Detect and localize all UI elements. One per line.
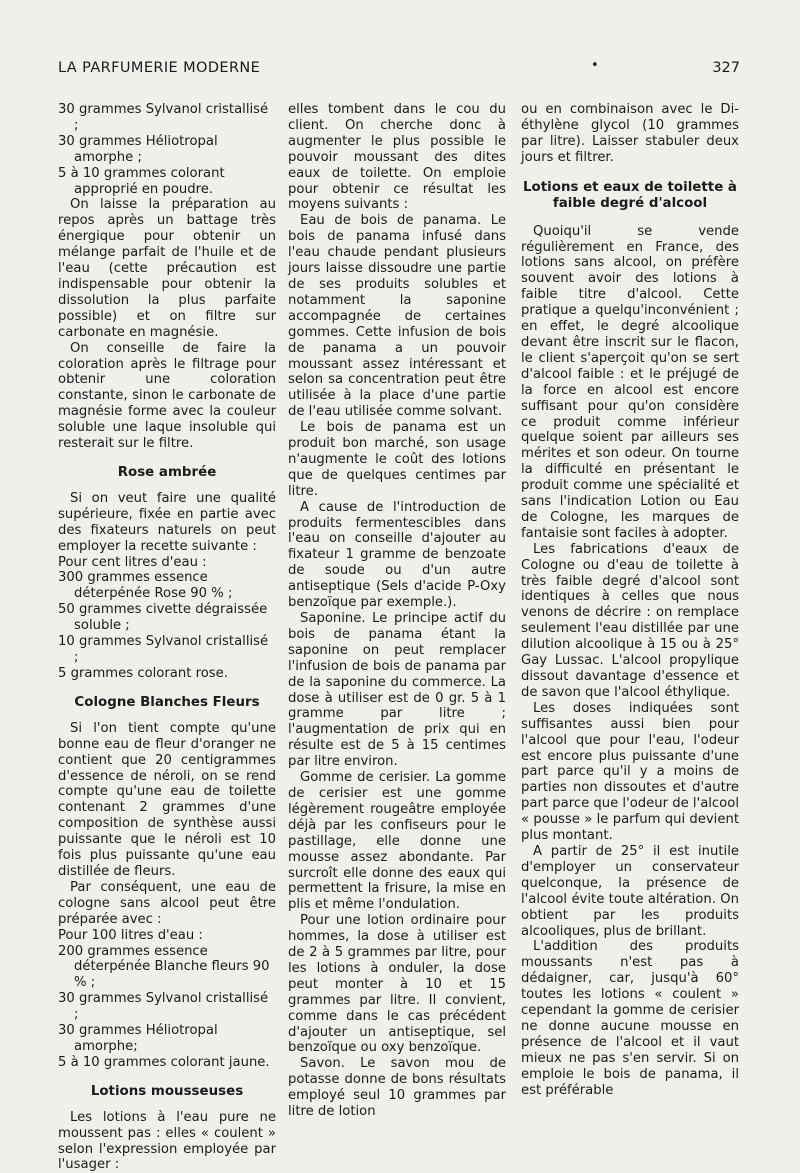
journal-title: LA PARFUMERIE MODERNE [58, 60, 261, 76]
paragraph: Savon. Le savon mou de potasse donne de bons résultats employé seul 10 grammes par litre de lotion [288, 1056, 506, 1120]
paragraph: Pour une lotion ordinaire pour hommes, la dose à utiliser est de 2 à 5 grammes par litre, pour les lotions à onduler, la dose peut monter à 10 et 15 grammes par litre. Il convient, comme dans le cas précédent d'ajouter un antiseptique, sel benzoïque ou oxy benzoïque. [288, 913, 506, 1056]
paragraph: Les lotions à l'eau pure ne moussent pas : elles « coulent » selon l'expression employée par l'usager : [58, 1109, 276, 1173]
paragraph: L'addition des produits moussants n'est pas à dédaigner, car, jusqu'à 60° toutes les lotions « coulent » cependant la gomme de cerisier ne donne aucune mousse en présence de l'alcool et il vaut mieux ne pas s'en servir. Si on emploie le bois de panama, il est préférable [521, 939, 739, 1098]
paragraph: elles tombent dans le cou du client. On cherche donc à augmenter le plus possible le pouvoir moussant des dites eaux de toilette. On emploie pour obtenir ce résultat les moyens suivants : [288, 102, 506, 213]
list-item: 10 grammes Sylvanol cristallisé ; [58, 634, 269, 665]
list-item: 5 à 10 grammes colorant jaune. [58, 1054, 270, 1070]
paragraph: Saponine. Le principe actif du bois de panama étant la saponine on peut remplacer l'infusion de bois de panama par de la saponine du commerce. La dose à utiliser est de 0 gr. 5 à 1 gramme par litre ; l'augmentation de prix qui en résulte est de 5 à 15 centimes par litre environ. [288, 611, 506, 770]
list-item: Pour 100 litres d'eau : [58, 927, 203, 943]
list-item: 5 grammes colorant rose. [58, 665, 228, 681]
page-number: 327 [712, 60, 740, 76]
list-item: 200 grammes essence déterpénée Blanche fleurs 90 % ; [58, 943, 270, 991]
paragraph: Les doses indiquées sont suffisantes aussi bien pour l'alcool que pour l'eau, l'odeur est encore plus puissante d'une part parce qu'il y a moins de parties non dissoutes et d'autre part parce que l'odeur de l'alcool « pousse » le parfum qui devient plus montant. [521, 700, 739, 844]
list-item: Pour cent litres d'eau : [58, 554, 207, 570]
list-item: 30 grammes Sylvanol cristallisé ; [58, 102, 269, 133]
header-dot: • [591, 58, 599, 73]
running-header [58, 60, 740, 82]
list-item: 5 à 10 grammes colorant approprié en poudre. [58, 165, 225, 197]
list-item: 50 grammes civette dégraissée soluble ; [58, 602, 268, 634]
paragraph: Quoiqu'il se vende régulièrement en France, des lotions sans alcool, on préfère souvent avoir des lotions à faible titre d'alcool. Cette pratique a quelqu'inconvénient ; en effet, le degré alcoolique devant être inscrit sur le flacon, le client s'aperçoit qu'on se sert d'alcool faible : et le préjugé de la force en alcool est encore suffisant pour qu'on considère ce produit comme inférieur quelque soient par ailleurs ses mérites et son odeur. On tourne la difficulté en présentant le produit comme une spécialité et sans l'indication Lotion ou Eau de Cologne, les marques de fantaisie sont faciles à adopter. [521, 223, 739, 541]
paragraph: Si l'on tient compte qu'une bonne eau de fleur d'oranger ne contient que 20 centigrammes d'essence de néroli, on se rend compte qu'une eau de toilette contenant 2 grammes d'une composition de synthèse aussi puissante que le néroli est 10 fois plus puissante qu'une eau distillée de fleurs. [58, 720, 276, 879]
column-2 [288, 102, 506, 1120]
paragraph: Eau de bois de panama. Le bois de panama infusé dans l'eau chaude pendant plusieurs jours laisse dissoudre une partie de ses produits solubles et notamment la saponine accompagnée de certaines gommes. Cette infusion de bois de panama a un pouvoir moussant assez intéressant et selon sa concentration peut être utilisée à la place d'une partie de l'eau utilisée comme solvant. [288, 213, 506, 420]
paragraph: On laisse la préparation au repos après un battage très énergique pour obtenir un mélange parfait de l'huile et de l'eau (cette précaution est indispensable pour obtenir la dissolution la plus parfaite possible) et on filtre sur carbonate en magnésie. [58, 197, 276, 340]
paragraph: Gomme de cerisier. La gomme de cerisier est une gomme légèrement rougeâtre employée déjà par les confiseurs pour le pastillage, elle donne une mousse assez abondante. Par surcroît elle donne des eaux qui permettent la frisure, la mise en plis et même l'ondulation. [288, 770, 506, 913]
list-item: 300 grammes essence déterpénée Rose 90 % ; [58, 570, 233, 602]
paragraph: Si on veut faire une qualité supérieure, fixée en partie avec des fixateurs naturels on peut employer la recette suivante : [58, 490, 276, 554]
paragraph: ou en combinaison avec le Di-éthylène glycol (10 grammes par litre). Laisser stabuler deux jours et filtrer. [521, 102, 739, 165]
paragraph: Les fabrications d'eaux de Cologne ou d'eau de toilette à très faible degré d'alcool sont identiques à celles que nous venons de décrire : on remplace seulement l'eau distillée par une dilution alcoolique à 15 ou à 25° Gay Lussac. L'alcool propylique dissout davantage d'essence et de savon que l'alcool éthylique. [521, 541, 739, 700]
paragraph: Le bois de panama est un produit bon marché, son usage n'augmente le coût des lotions que de quelques centimes par litre. [288, 420, 506, 499]
section-heading-rose-ambree: Rose ambrée [117, 464, 217, 480]
column-3 [521, 102, 739, 1098]
section-heading-cologne: Cologne Blanches Fleurs [74, 694, 260, 710]
column-1 [58, 102, 276, 1173]
list-item: 30 grammes Héliotropal amorphe ; [58, 133, 218, 165]
paragraph: A partir de 25° il est inutile d'employer un conservateur quelconque, la présence de l'alcool évite toute altération. On obtient par les produits alcooliques, plus de brillant. [521, 843, 739, 939]
paragraph: On conseille de faire la coloration après le filtrage pour obtenir une coloration constante, sinon le carbonate de magnésie forme avec la couleur soluble une laque insoluble qui resterait sur le filtre. [58, 340, 276, 452]
section-heading-faible-degre: Lotions et eaux de toilette à faible degré d'alcool [523, 179, 737, 211]
list-item: 30 grammes Héliotropal amorphe; [58, 1023, 218, 1054]
paragraph: Par conséquent, une eau de cologne sans alcool peut être préparée avec : [58, 879, 276, 927]
section-heading-lotions-mousseuses: Lotions mousseuses [90, 1083, 244, 1099]
paragraph: A cause de l'introduction de produits fermentescibles dans l'eau on conseille d'ajouter au fixateur 1 gramme de benzoate de soude ou d'un autre antiseptique (Sels d'acide P-Oxy benzoïque par exemple.). [288, 499, 506, 611]
list-item: 30 grammes Sylvanol cristallisé ; [58, 991, 269, 1023]
